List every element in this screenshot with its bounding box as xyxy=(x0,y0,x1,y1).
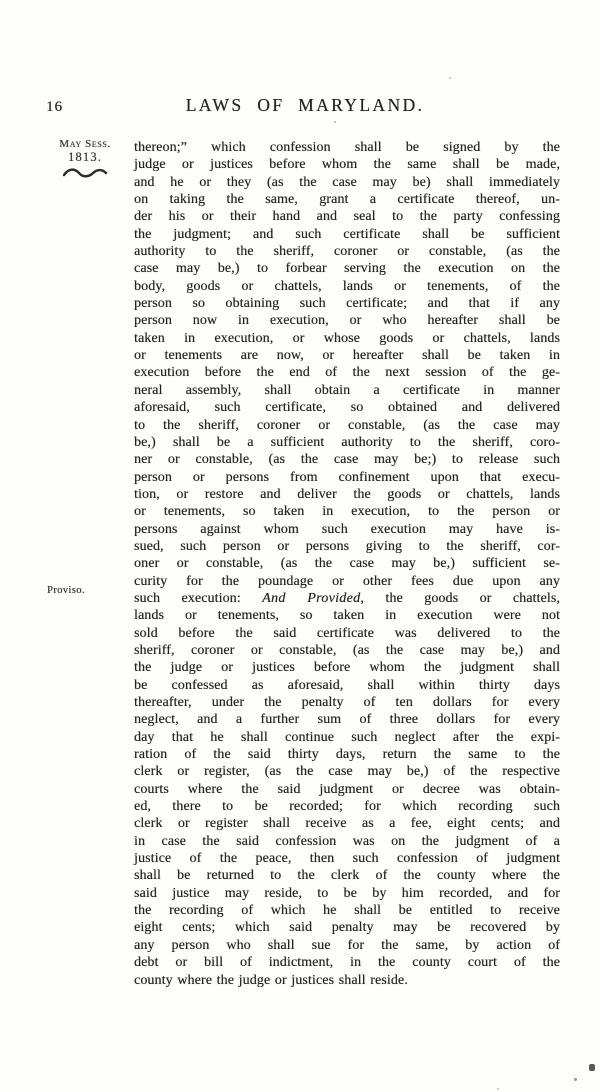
statute-line: person so obtaining such certificate; and that if any xyxy=(134,296,560,312)
statute-line: tion, or restore and deliver the goods or chattels, lands xyxy=(134,486,560,502)
statute-line: and he or they (as the case may be) shall immediately xyxy=(134,174,560,190)
statute-line: eight cents; which said penalty may be recovered by xyxy=(134,920,560,936)
statute-line: any person who shall sue for the same, by action of xyxy=(134,937,560,953)
statute-line: or tenements, so taken in execution, to the person or xyxy=(134,504,560,520)
statute-line: to the sheriff, coroner or constable, (as the case may xyxy=(134,417,560,433)
statute-line: oner or constable, (as the case may be,) sufficient se- xyxy=(134,556,560,572)
statute-line: be confessed as aforesaid, shall within thirty days xyxy=(134,677,560,693)
squiggle-flourish-icon xyxy=(61,166,109,180)
statute-line: der his or their hand and seal to the party confessing xyxy=(134,209,560,225)
statute-line: shall be returned to the clerk of the county where the xyxy=(134,868,560,884)
statute-line: sheriff, coroner or constable, (as the case may be,) and xyxy=(134,642,560,658)
statute-line: lands or tenements, so taken in execution were not xyxy=(134,608,560,624)
statute-line: in case the said confession was on the judgment of a xyxy=(134,833,560,849)
scan-speck xyxy=(334,121,336,123)
statute-line: neglect, and a further sum of three dollars for every xyxy=(134,712,560,728)
statute-line: the judgment; and such certificate shall be sufficient xyxy=(134,226,560,242)
margin-note-proviso: Proviso. xyxy=(47,585,85,596)
statute-line: county where the judge or justices shall reside. xyxy=(134,972,408,988)
statute-line: judge or justices before whom the same shall be made, xyxy=(134,157,560,173)
statute-line: clerk or register, (as the case may be,) of the respective xyxy=(134,764,560,780)
statute-line: day that he shall continue such neglect after the expi- xyxy=(134,729,560,745)
statute-line: execution before the end of the next session of the ge- xyxy=(134,365,560,381)
scan-speck xyxy=(449,77,451,79)
statute-line: such execution: And Provided, the goods or chattels, xyxy=(134,590,560,606)
scan-speck xyxy=(589,1064,595,1071)
statute-line: debt or bill of indictment, in the county court of the xyxy=(134,955,560,971)
statute-line: body, goods or chattels, lands or tenements, of the xyxy=(134,278,560,294)
statute-line: thereon;” which confession shall be signed by the xyxy=(134,140,560,155)
italic-phrase: And Provided xyxy=(262,590,361,606)
statute-line: or tenements are now, or hereafter shall be taken in xyxy=(134,348,560,364)
statute-line: sued, such person or persons giving to the sheriff, cor- xyxy=(134,538,560,554)
session-label: May Sess. xyxy=(59,138,111,150)
page-header-title: LAWS OF MARYLAND. xyxy=(185,95,425,115)
statute-line: authority to the sheriff, coroner or constable, (as the xyxy=(134,244,560,260)
statute-line: the judge or justices before whom the judgment shall xyxy=(134,660,560,676)
statute-line: sold before the said certificate was delivered to the xyxy=(134,625,560,641)
statute-line: curity for the poundage or other fees due upon any xyxy=(134,573,560,589)
statute-line: courts where the said judgment or decree was obtain- xyxy=(134,781,560,797)
statute-line: clerk or register shall receive as a fee, eight cents; and xyxy=(134,816,560,832)
page-number: 16 xyxy=(46,99,63,115)
statute-line: persons against whom such execution may have is- xyxy=(134,521,560,537)
statute-line: justice of the peace, then such confession of judgment xyxy=(134,851,560,867)
statute-line: taken in execution, or whose goods or chattels, lands xyxy=(134,330,560,346)
statute-line: thereafter, under the penalty of ten dollars for every xyxy=(134,695,560,710)
scan-speck xyxy=(574,1078,577,1081)
scan-speck xyxy=(497,1088,499,1090)
statute-line: neral assembly, shall obtain a certificate in manner xyxy=(134,382,560,398)
statute-line: ration of the said thirty days, return the same to the xyxy=(134,747,560,763)
statute-line: ed, there to be recorded; for which recording such xyxy=(134,799,560,815)
statute-line: be,) shall be a sufficient authority to the sheriff, coro- xyxy=(134,434,560,450)
statute-line: aforesaid, such certificate, so obtained and delivered xyxy=(134,400,560,416)
session-year: 1813. xyxy=(67,150,103,164)
statute-line: person now in execution, or who hereafter shall be xyxy=(134,313,560,329)
statute-line: case may be,) to forbear serving the execution on the xyxy=(134,261,560,277)
statute-line: on taking the same, grant a certificate thereof, un- xyxy=(134,192,560,208)
statute-text xyxy=(134,139,560,989)
margin-note-session xyxy=(44,138,126,180)
statute-line: the recording of which he shall be entitled to receive xyxy=(134,903,560,919)
statute-line: said justice may reside, to be by him recorded, and for xyxy=(134,885,560,901)
statute-line: ner or constable, (as the case may be;) to release such xyxy=(134,452,560,468)
statute-line: person or persons from confinement upon that execu- xyxy=(134,469,560,485)
